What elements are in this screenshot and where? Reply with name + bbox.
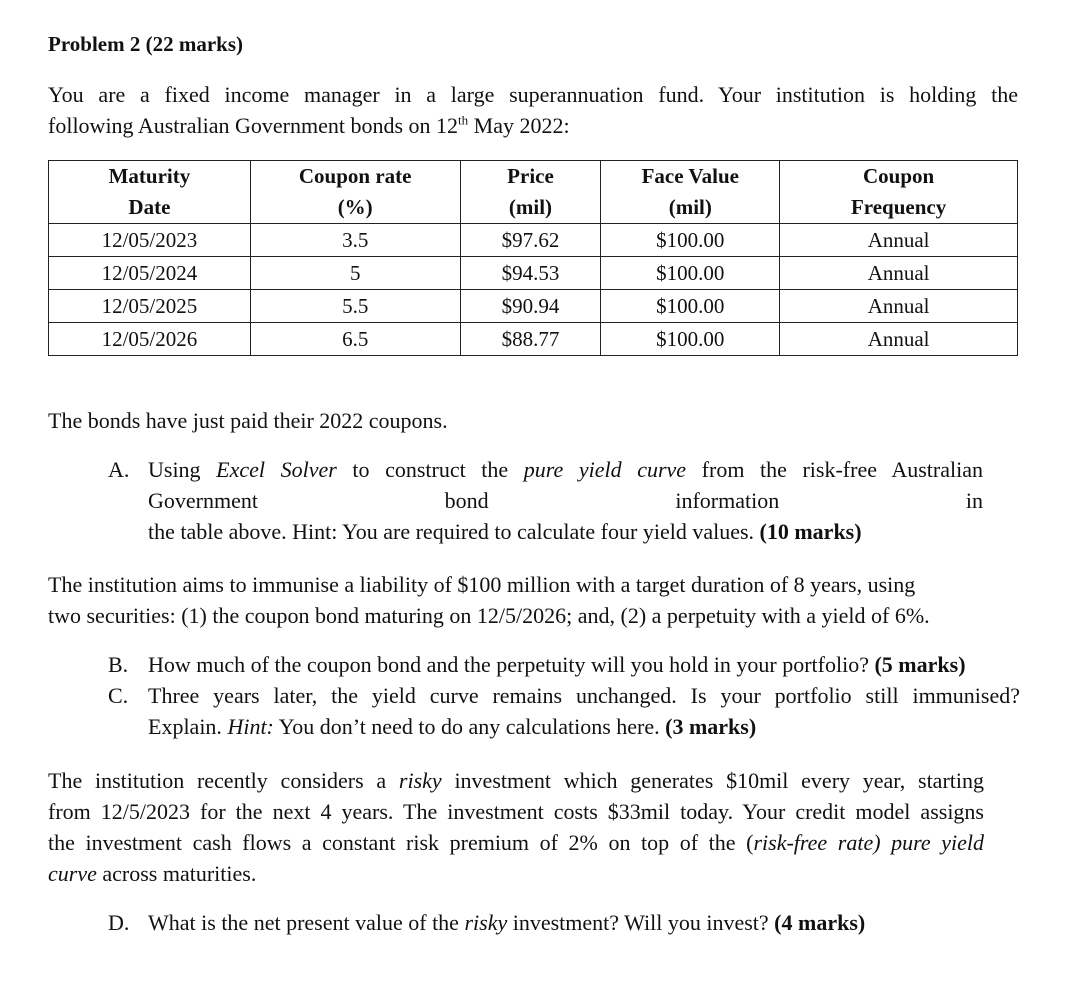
table-header-row: [49, 161, 1018, 224]
cell-frequency: Annual: [780, 323, 1018, 356]
risky-line-3: the investment cash flows a constant risk premium of 2% on top of the (risk-free rate) pure yield: [48, 830, 984, 855]
cell-coupon-rate: 5: [250, 257, 460, 290]
cell-price: $97.62: [460, 224, 601, 257]
question-a: [108, 454, 983, 547]
problem-title: Problem 2 (22 marks): [48, 32, 243, 56]
immunise-paragraph: [48, 569, 1018, 631]
intro-line-2-text: following Australian Government bonds on 12: [48, 113, 459, 138]
question-b-marks: (5 marks): [874, 652, 966, 677]
table-row: [49, 257, 1018, 290]
questions-b-c: [108, 649, 1020, 742]
question-d-letter: D.: [108, 910, 130, 935]
question-d-marks: (4 marks): [774, 910, 866, 935]
question-c-line-1: Three years later, the yield curve remains unchanged. Is your portfolio still immunised?: [148, 683, 1020, 708]
cell-face-value: $100.00: [601, 224, 780, 257]
table-row: [49, 323, 1018, 356]
cell-face-value: $100.00: [601, 323, 780, 356]
cell-face-value: $100.00: [601, 290, 780, 323]
cell-frequency: Annual: [780, 290, 1018, 323]
table-row: [49, 290, 1018, 323]
intro-line-2-end: May 2022:: [468, 113, 570, 138]
cell-maturity: 12/05/2025: [49, 290, 251, 323]
cell-maturity: 12/05/2024: [49, 257, 251, 290]
cell-maturity: 12/05/2023: [49, 224, 251, 257]
question-b: B. How much of the coupon bond and the perpetuity will you hold in your portfolio? (5 marks): [108, 649, 1020, 680]
header-price: Price (mil): [460, 161, 601, 224]
intro-paragraph: [48, 79, 1018, 141]
header-coupon-rate: Coupon rate (%): [250, 161, 460, 224]
cell-frequency: Annual: [780, 224, 1018, 257]
question-c: [108, 680, 1020, 742]
question-a-letter: A.: [108, 457, 130, 482]
coupons-note: The bonds have just paid their 2022 coupons.: [48, 408, 448, 433]
question-a-line-1: Using Excel Solver to construct the pure yield curve from the risk-free Australian: [148, 457, 983, 482]
cell-coupon-rate: 3.5: [250, 224, 460, 257]
bonds-table: [48, 160, 1018, 356]
cell-price: $88.77: [460, 323, 601, 356]
question-a-line-3: the table above. Hint: You are required to calculate four yield values. (10 marks): [148, 519, 862, 544]
question-b-letter: B.: [108, 652, 129, 677]
cell-price: $94.53: [460, 257, 601, 290]
table-row: [49, 224, 1018, 257]
question-a-line-2: Government bond information in: [148, 488, 983, 513]
intro-line-1: You are a fixed income manager in a large superannuation fund. Your institution is holding the: [48, 82, 1018, 107]
question-c-letter: C.: [108, 683, 129, 708]
risky-paragraph: [48, 765, 984, 889]
intro-superscript: th: [458, 112, 469, 128]
cell-coupon-rate: 6.5: [250, 323, 460, 356]
header-maturity-date: Maturity Date: [49, 161, 251, 224]
cell-face-value: $100.00: [601, 257, 780, 290]
cell-frequency: Annual: [780, 257, 1018, 290]
question-c-line-2: Explain. Hint: You don’t need to do any calculations here. (3 marks): [148, 714, 757, 739]
question-d: D. What is the net present value of the risky investment? Will you invest? (4 marks): [108, 907, 983, 938]
cell-price: $90.94: [460, 290, 601, 323]
question-a-marks: (10 marks): [759, 519, 862, 544]
risky-line-4: curve across maturities.: [48, 861, 257, 886]
immunise-line-2: two securities: (1) the coupon bond maturing on 12/5/2026; and, (2) a perpetuity with a yield of 6%.: [48, 603, 930, 628]
header-face-value: Face Value (mil): [601, 161, 780, 224]
cell-maturity: 12/05/2026: [49, 323, 251, 356]
risky-line-1: The institution recently considers a risky investment which generates $10mil every year, starting: [48, 768, 984, 793]
intro-line-2: [48, 110, 1018, 141]
immunise-line-1: The institution aims to immunise a liability of $100 million with a target duration of 8 years, using: [48, 572, 916, 597]
cell-coupon-rate: 5.5: [250, 290, 460, 323]
question-c-marks: (3 marks): [665, 714, 757, 739]
risky-line-2: from 12/5/2023 for the next 4 years. The investment costs $33mil today. Your credit model assigns: [48, 799, 984, 824]
header-coupon-frequency: Coupon Frequency: [780, 161, 1018, 224]
